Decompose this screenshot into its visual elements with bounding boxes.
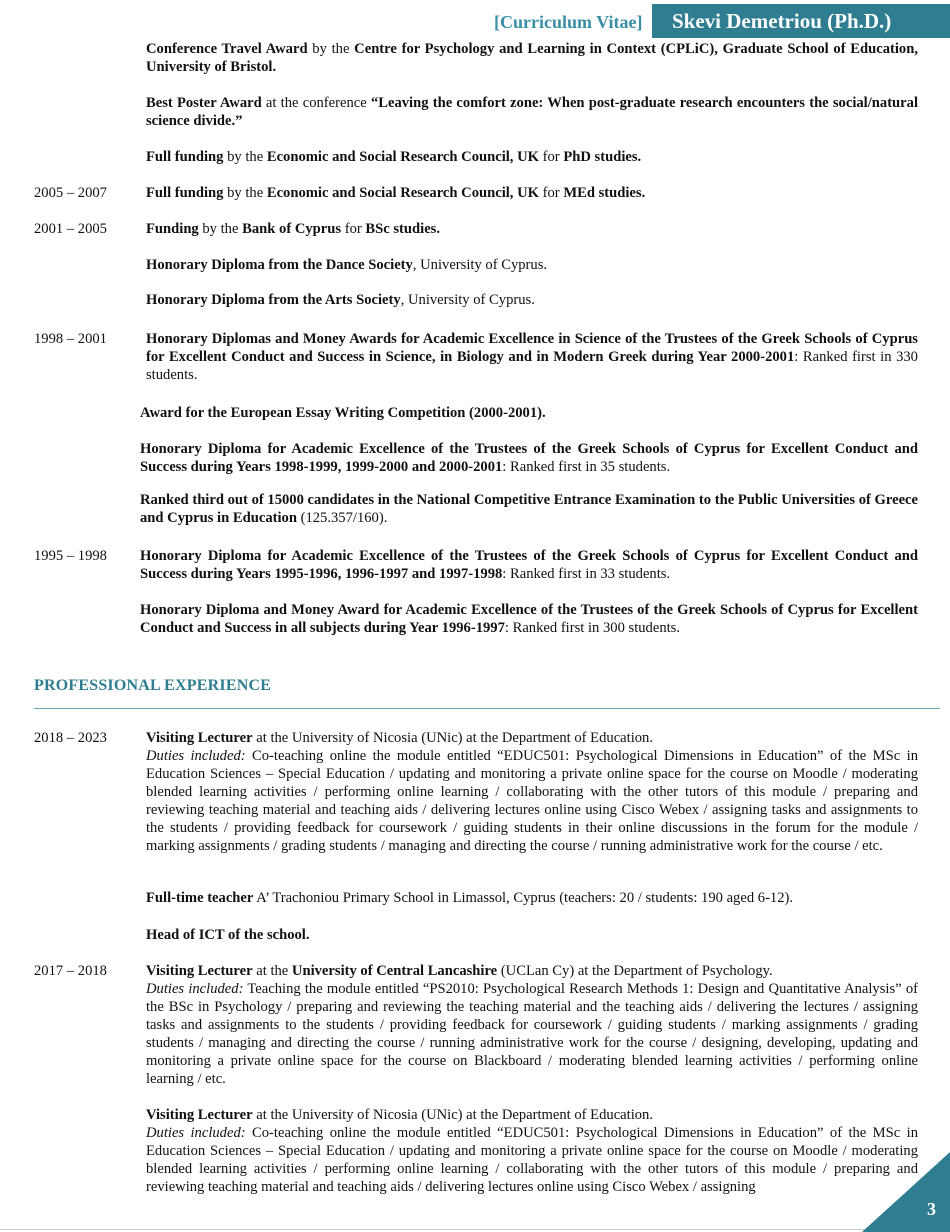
page-corner-triangle [862,1152,950,1232]
footer-line [0,1229,870,1230]
section-title-experience: PROFESSIONAL EXPERIENCE [34,677,272,694]
author-name-banner: Skevi Demetriou (Ph.D.) [652,4,950,38]
section-divider [34,708,940,709]
year-range: 1995 – 1998 [34,548,107,564]
cv-page: [Curriculum Vitae] Skevi Demetriou (Ph.D.) Conference Travel Award by the Centre for Psychology and Learning in Context (CPLiC), Graduate School of Education, University of Bristol. Best Poster Award at the conference “Leaving the comfort zone: When post-graduate research encounters the social/natural science divide.” Full funding by the Economic and Social Research Council, UK for PhD studies. 2005 – 2007 Full funding by the Economic and Social Research Council, UK for MEd studies. 2001 – 2005 Funding by the Bank of Cyprus for BSc studies. Honorary Diploma from the Dance Society, University of Cyprus. Honorary Diploma from the Arts Society, University of Cyprus. 1998 – 2001 Honorary Diplomas and Money Awards for Academic Excellence in Science of the Trustees of the Greek Schools of Cyprus for Excellent Conduct and Success in Science, in Biology and in Modern Greek during Year 2000-2001: Ranked first in 330 students. Award for the European Essay Writing Competition (2000-2001). Honorary Diploma for Academic Excellence of the Trustees of the Greek Schools of Cyprus for Excellent Conduct and Success during Years 1998-1999, 1999-2000 and 2000-2001: Ranked first in 35 students. Ranked third out of 15000 candidates in the National Competitive Entrance Examination to the Public Universities of Greece and Cyprus in Education (125.357/160). 1995 – 1998 Honorary Diploma for Academic Excellence of the Trustees of the Greek Schools of Cyprus for Excellent Conduct and Success during Years 1995-1996, 1996-1997 and 1997-1998: Ranked first in 33 students. Honorary Diploma and Money Award for Academic Excellence of the Trustees of the Greek Schools of Cyprus for Excellent Conduct and Success in all subjects during Year 1996-1997: Ranked first in 300 students. PROFESSIONAL EXPERIENCE 2018 – 2023 Visiting Lecturer at the University of Nicosia (UNic) at the Department of Education. Duties included: Co-teaching online the module entitled “EDUC501: Psychological Dimensions in Education” of the MSc in Education Sciences – Special Education / updating and monitoring a private online space for the course on Moodle / moderating blended learning activities / performing online learning / collaborating with the other tutors of this module / preparing and reviewing teaching material and teaching aids / delivering lectures online using Cisco Webex / assigning tasks and assignments to the students / providing feedback for coursework / guiding students in their online discussions in the forum for the module / marking assignments / grading students / managing and directing the course / running administrative work for the course / etc. Full-time teacher A’ Trachoniou Primary School in Limassol, Cyprus (teachers: 20 / students: 190 aged 6-12). Head of ICT of the school. 2017 – 2018 Visiting Lecturer at the University of Central Lancashire (UCLan Cy) at the Department of Psychology. Duties included: Teaching the module entitled “PS2010: Psychological Research Methods 1: Design and Quantitative Analysis” of the BSc in Psychology / preparing and reviewing the teaching material and the teaching aids / delivering the lectures / assigning tasks and assignments to the students / providing feedback for coursework / guiding students / marking assignments / grading students / managing and directing the course / running administrative work for the course / designing, developing, updating and monitoring a private online space for the course on Blackboard / moderating blended learning activities / performing online learning / etc. Visiting Lecturer at the University of Nicosia (UNic) at the Department of Education. Duties included: Co-teaching online the module entitled “EDUC501: Psychological Dimensions in Education” of the MSc in Education Sciences – Special Education / updating and monitoring a private online space for the course on Moodle / moderating blended learning activities / performing online learning / collaborating with the other tutors of this module / preparing and reviewing teaching material and teaching aids / delivering lectures online using Cisco Webex / assigning 3 [0,0,950,1232]
cv-label: [Curriculum Vitae] [494,12,643,32]
year-range: 2001 – 2005 [34,221,107,237]
page-number: 3 [927,1199,936,1219]
year-range: 2017 – 2018 [34,963,107,979]
year-range: 2005 – 2007 [34,185,107,201]
year-range: 1998 – 2001 [34,331,107,347]
year-range: 2018 – 2023 [34,730,107,746]
